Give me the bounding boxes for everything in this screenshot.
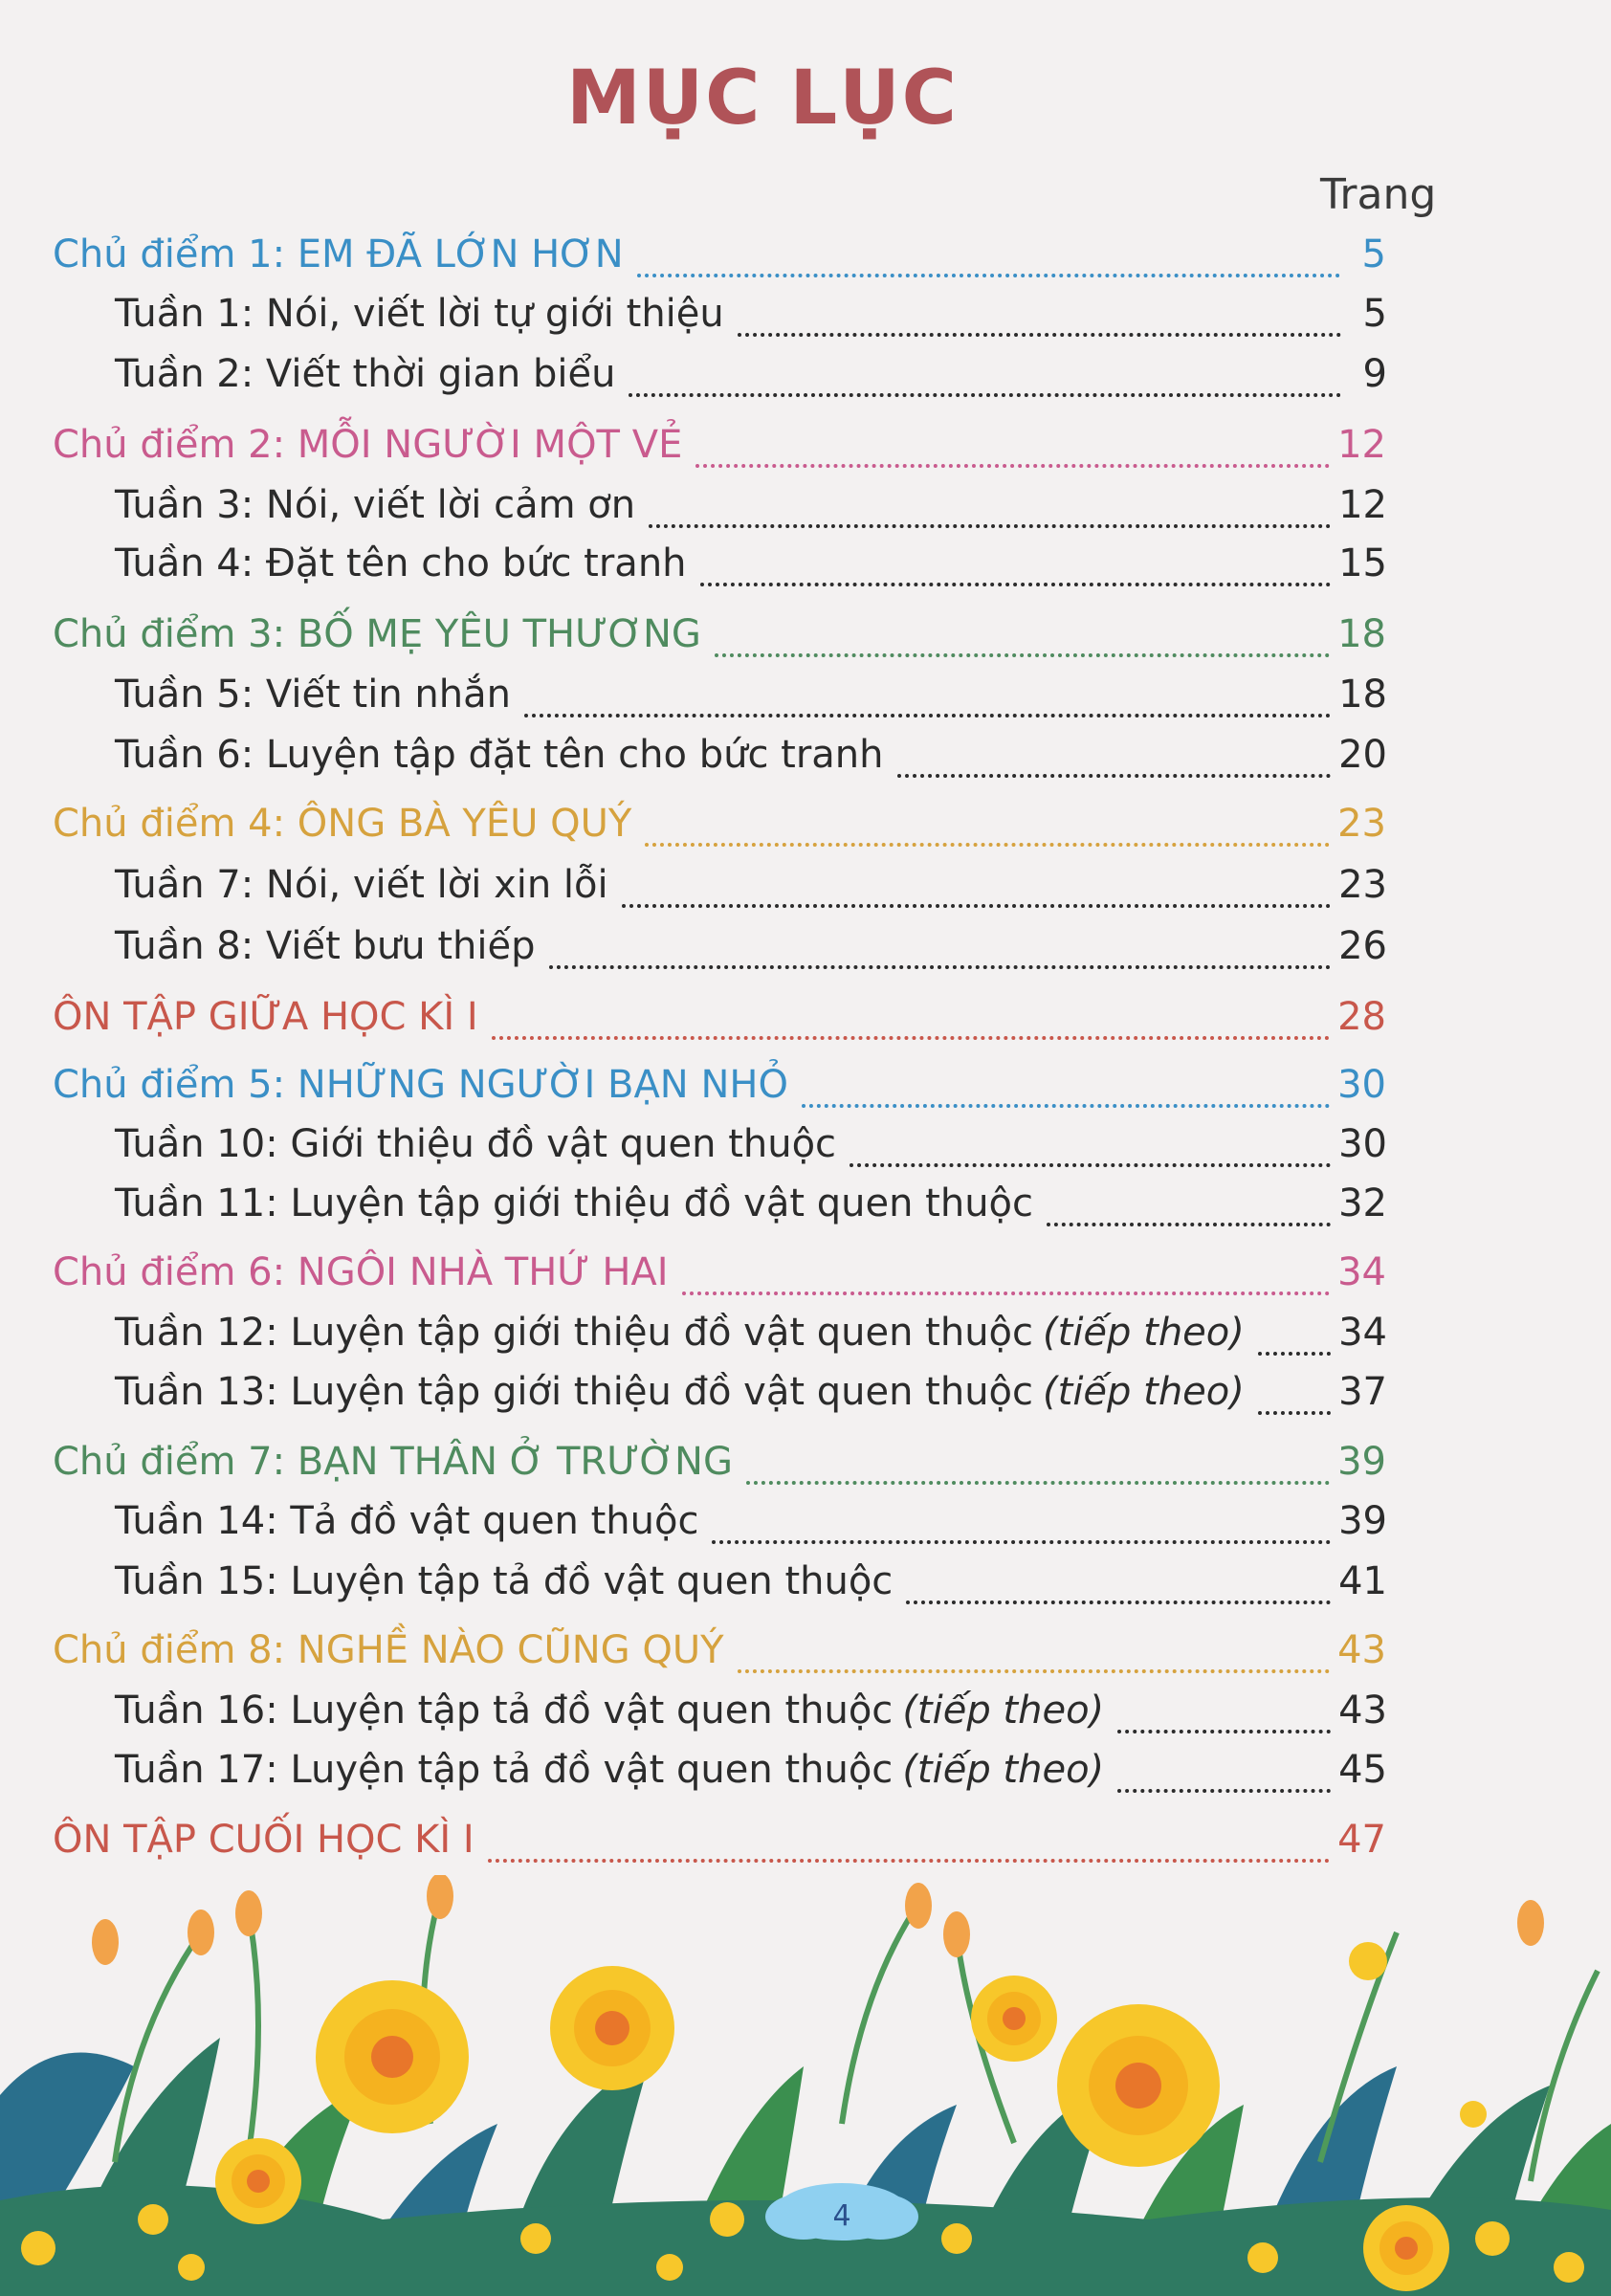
entry-page-number: 39 (1337, 1440, 1386, 1484)
entry-page-number: 43 (1338, 1689, 1387, 1733)
entry-label-italic: (tiếp theo) (1043, 1311, 1245, 1355)
toc-lesson-entry (115, 733, 1387, 790)
flower-garden-illustration (0, 1875, 1611, 2296)
entry-page-number: 12 (1337, 423, 1386, 467)
toc-section-entry (53, 995, 1386, 1052)
toc-section-entry (53, 802, 1386, 859)
entry-page-number: 26 (1338, 924, 1387, 968)
entry-page-number: 32 (1338, 1181, 1387, 1225)
dot-leader (1117, 1728, 1331, 1733)
dot-leader (695, 462, 1330, 468)
dot-leader (622, 902, 1331, 908)
page-title: MỤC LỤC (566, 55, 959, 142)
toc-lesson-entry (115, 863, 1387, 920)
entry-page-number: 45 (1338, 1748, 1387, 1792)
toc-lesson-entry (115, 1181, 1387, 1239)
toc-section-entry (53, 232, 1386, 290)
entry-label: Tuần 17: Luyện tập tả đồ vật quen thuộc (115, 1748, 894, 1792)
entry-label: Tuần 7: Nói, viết lời xin lỗi (115, 863, 608, 907)
entry-label: Chủ điểm 5: NHỮNG NGƯỜI BẠN NHỎ (53, 1063, 788, 1107)
toc-lesson-entry (115, 1311, 1387, 1368)
entry-label-italic: (tiếp theo) (902, 1689, 1105, 1733)
entry-label: Tuần 10: Giới thiệu đồ vật quen thuộc (115, 1122, 837, 1166)
entry-label: Tuần 8: Viết bưu thiếp (115, 924, 536, 968)
toc-lesson-entry (115, 1370, 1387, 1427)
entry-label: Tuần 16: Luyện tập tả đồ vật quen thuộc (115, 1689, 894, 1733)
dot-leader (850, 1161, 1331, 1167)
entry-page-number: 18 (1337, 612, 1386, 656)
toc-lesson-entry (115, 673, 1387, 730)
entry-label: Tuần 3: Nói, viết lời cảm ơn (115, 483, 636, 527)
entry-page-number: 23 (1338, 863, 1387, 907)
entry-label: Chủ điểm 1: EM ĐÃ LỚN HƠN (53, 232, 624, 276)
entry-label: Chủ điểm 7: BẠN THÂN Ở TRƯỜNG (53, 1440, 733, 1484)
entry-page-number: 23 (1337, 802, 1386, 846)
entry-label: Tuần 14: Tả đồ vật quen thuộc (115, 1499, 699, 1543)
entry-page-number: 12 (1338, 483, 1387, 527)
entry-label-italic: (tiếp theo) (1043, 1370, 1245, 1414)
dot-leader (738, 331, 1341, 337)
page-column-label: Trang (1320, 170, 1437, 219)
dot-leader (524, 712, 1331, 718)
entry-label: Tuần 13: Luyện tập giới thiệu đồ vật quen thuộc (115, 1370, 1034, 1414)
toc-section-entry (53, 1628, 1386, 1686)
dot-leader (802, 1102, 1330, 1108)
entry-label: Tuần 12: Luyện tập giới thiệu đồ vật quen thuộc (115, 1311, 1034, 1355)
toc-section-entry (53, 1440, 1386, 1497)
toc-lesson-entry (115, 1122, 1387, 1180)
toc-section-entry (53, 1063, 1386, 1120)
toc-lesson-entry (115, 924, 1387, 982)
toc-section-entry (53, 423, 1386, 480)
entry-page-number: 37 (1338, 1370, 1387, 1414)
toc-lesson-entry (115, 1559, 1387, 1617)
entry-label: Tuần 2: Viết thời gian biểu (115, 352, 616, 396)
entry-label: Tuần 11: Luyện tập giới thiệu đồ vật quen thuộc (115, 1181, 1034, 1225)
dot-leader (645, 841, 1330, 847)
entry-page-number: 28 (1337, 995, 1386, 1039)
toc-lesson-entry (115, 483, 1387, 541)
entry-label-italic: (tiếp theo) (902, 1748, 1105, 1792)
entry-page-number: 34 (1337, 1250, 1386, 1294)
orange-buds (92, 1875, 1544, 1965)
dot-leader (1117, 1787, 1331, 1793)
dot-leader (1258, 1409, 1331, 1415)
toc-lesson-entry (115, 541, 1387, 599)
dot-leader (738, 1667, 1331, 1673)
dot-leader (637, 272, 1340, 277)
entry-page-number: 20 (1338, 733, 1387, 777)
entry-page-number: 47 (1337, 1818, 1386, 1862)
entry-label: Chủ điểm 6: NGÔI NHÀ THỨ HAI (53, 1250, 669, 1294)
toc-lesson-entry (115, 1748, 1387, 1805)
entry-page-number: 30 (1337, 1063, 1386, 1107)
dot-leader (488, 1857, 1330, 1863)
toc-section-entry (53, 1818, 1386, 1875)
dot-leader (629, 391, 1341, 397)
page-number: 4 (832, 2199, 851, 2233)
entry-page-number: 18 (1338, 673, 1387, 717)
dot-leader (549, 963, 1332, 969)
dot-leader (1047, 1221, 1331, 1226)
entry-label: Chủ điểm 3: BỐ MẸ YÊU THƯƠNG (53, 612, 701, 656)
entry-page-number: 43 (1337, 1628, 1386, 1672)
dot-leader (906, 1599, 1331, 1604)
toc-lesson-entry (115, 1689, 1387, 1746)
entry-label: Tuần 6: Luyện tập đặt tên cho bức tranh (115, 733, 884, 777)
dot-leader (897, 772, 1332, 778)
toc-lesson-entry (115, 1499, 1387, 1556)
entry-label: Chủ điểm 8: NGHỀ NÀO CŨNG QUÝ (53, 1628, 724, 1672)
dot-leader (1258, 1350, 1331, 1356)
entry-label: Tuần 15: Luyện tập tả đồ vật quen thuộc (115, 1559, 894, 1603)
entry-label: Chủ điểm 2: MỖI NGƯỜI MỘT VẺ (53, 423, 683, 467)
entry-label: Tuần 5: Viết tin nhắn (115, 673, 511, 717)
entry-label: Chủ điểm 4: ÔNG BÀ YÊU QUÝ (53, 802, 632, 846)
entry-label: ÔN TẬP CUỐI HỌC KÌ I (53, 1818, 474, 1862)
dot-leader (682, 1290, 1331, 1295)
entry-page-number: 41 (1338, 1559, 1387, 1603)
entry-page-number: 30 (1338, 1122, 1387, 1166)
entry-label: ÔN TẬP GIỮA HỌC KÌ I (53, 995, 478, 1039)
dot-leader (649, 522, 1331, 528)
entry-page-number: 15 (1338, 541, 1387, 585)
entry-page-number: 5 (1361, 232, 1386, 276)
toc-lesson-entry (115, 352, 1387, 409)
toc-section-entry (53, 612, 1386, 670)
entry-page-number: 5 (1362, 292, 1387, 336)
toc-lesson-entry (115, 292, 1387, 349)
toc-section-entry (53, 1250, 1386, 1308)
dot-leader (712, 1538, 1331, 1544)
entry-label: Tuần 4: Đặt tên cho bức tranh (115, 541, 687, 585)
entry-page-number: 39 (1338, 1499, 1387, 1543)
entry-page-number: 34 (1338, 1311, 1387, 1355)
dot-leader (492, 1034, 1330, 1040)
entry-page-number: 9 (1362, 352, 1387, 396)
dot-leader (746, 1479, 1330, 1485)
dot-leader (715, 651, 1330, 657)
entry-label: Tuần 1: Nói, viết lời tự giới thiệu (115, 292, 724, 336)
dot-leader (700, 581, 1332, 586)
